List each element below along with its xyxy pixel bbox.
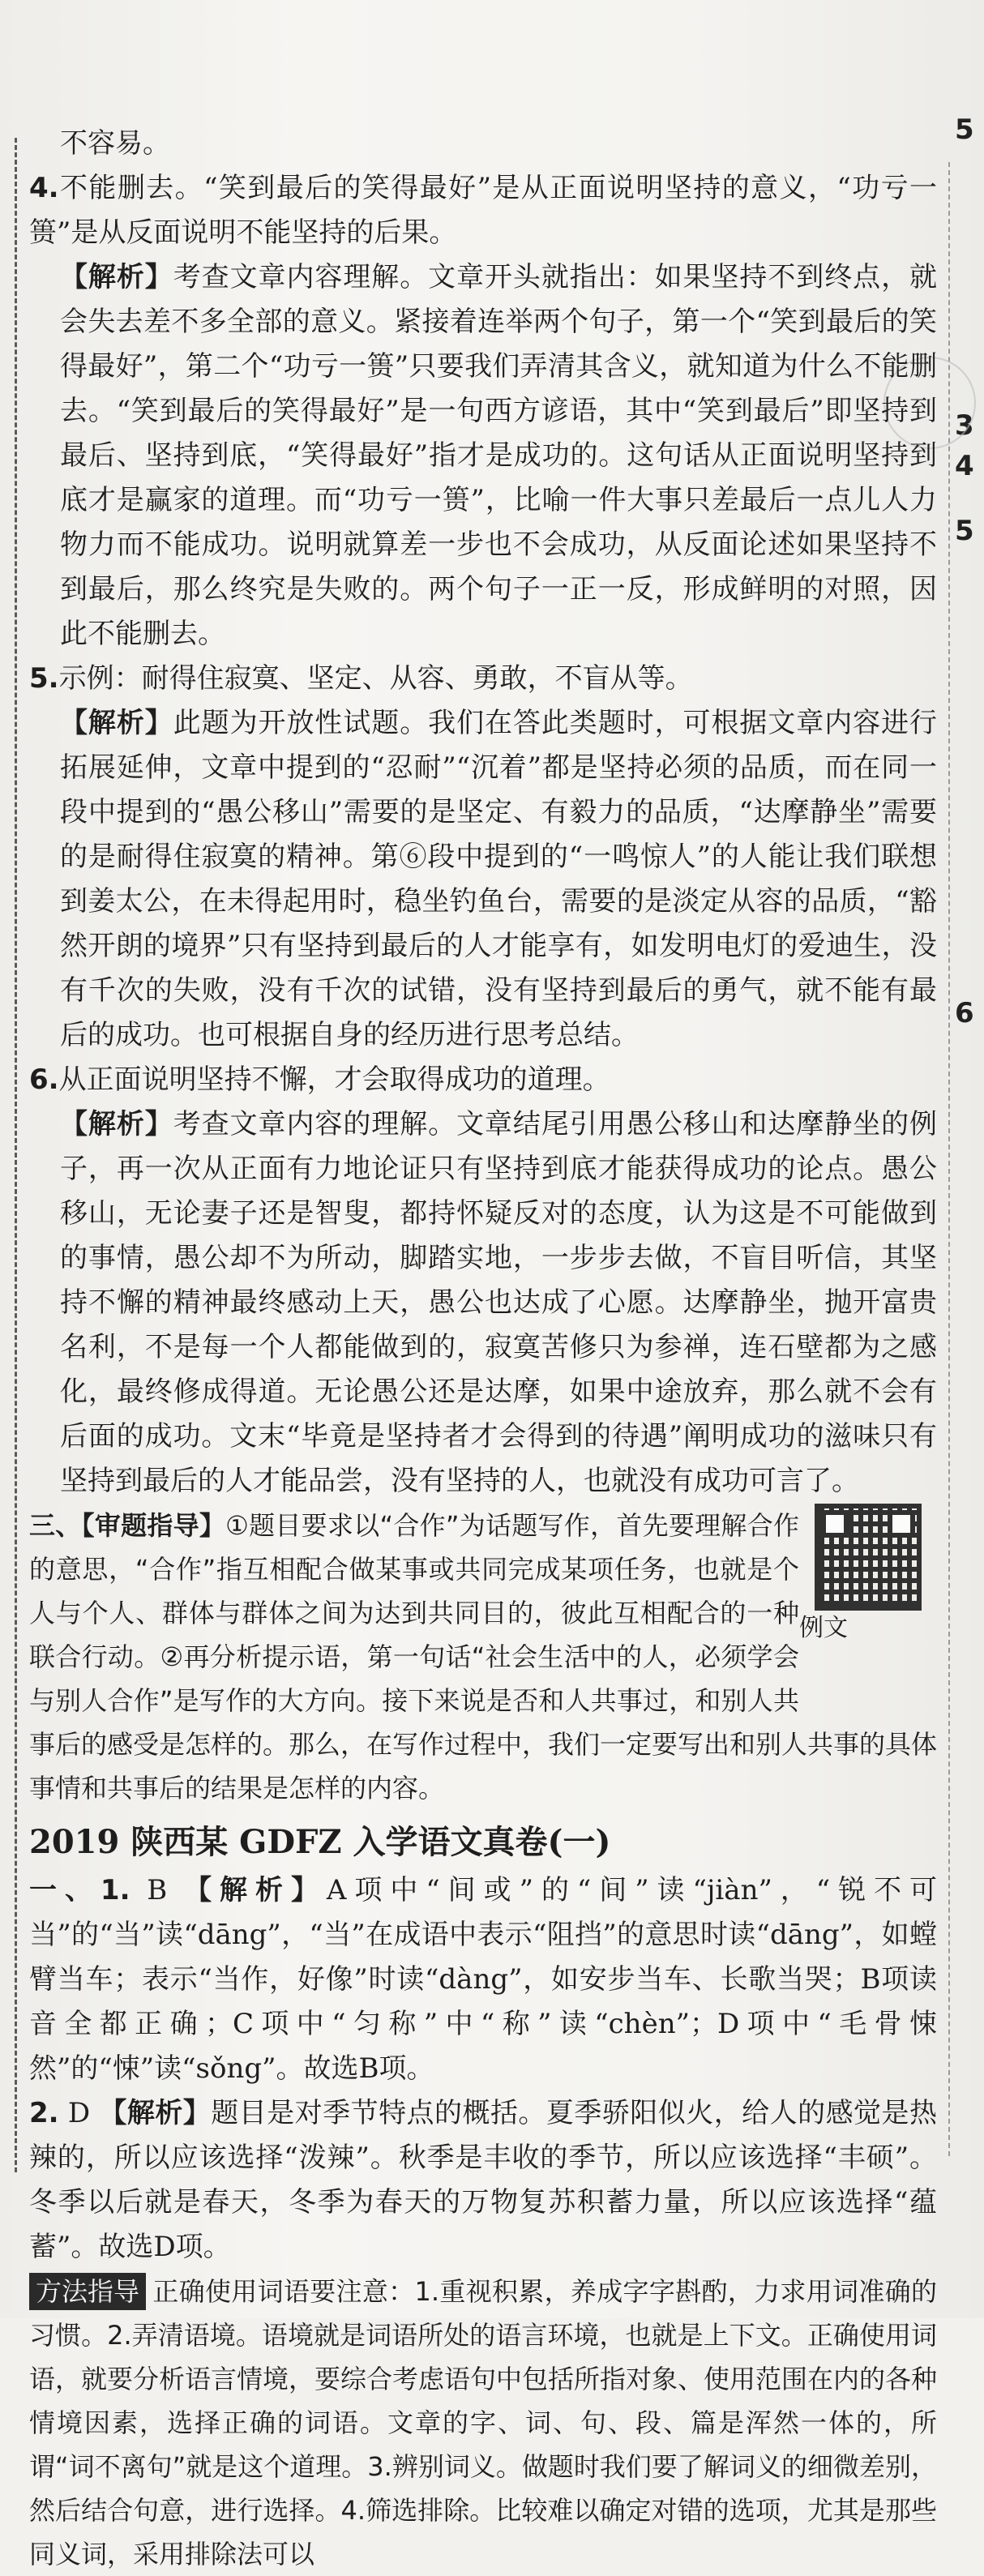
question-number: 6.: [29, 1063, 59, 1096]
analysis-tag: 【解析】: [60, 707, 173, 739]
answer-text: 不能删去。“笑到最后的笑得最好”是从正面说明坚持的意义，“功亏一篑”是从反面说明不能坚持的后果。: [29, 172, 937, 249]
answer-text: 示例：耐得住寂寞、坚定、从容、勇敢，不盲从等。: [58, 662, 693, 695]
section-3-writing-guide: [29, 1504, 937, 1810]
exam-question-2: [29, 2091, 937, 2270]
analysis-tag: 【解析】: [60, 1108, 173, 1140]
question-5-answer: [29, 657, 937, 701]
question-4-answer: [29, 166, 937, 255]
edge-mark: 5: [955, 515, 974, 547]
exam-title: 2019 陕西某 GDFZ 入学语文真卷(一): [29, 1823, 611, 1861]
section-number: 三、: [29, 1510, 82, 1541]
analysis-text: 题目是对季节特点的概括。夏季骄阳似火，给人的感觉是热辣的，所以应该选择“泼辣”。秋季是丰收的季节，所以应该选择“丰硕”。冬季以后就是春天，冬季为春天的万物复苏积蓄力量，所以应该选择“蕴蓄”。故选D项。: [29, 2097, 937, 2263]
guide-tag: 【审题指导】: [81, 1510, 226, 1541]
edge-mark: 3: [955, 409, 974, 442]
qr-label: 例文: [799, 1614, 848, 1642]
right-dashed-margin-line: [948, 162, 950, 2156]
question-number: 5.: [29, 662, 59, 695]
question-6-answer: [29, 1058, 937, 1102]
answer-content: [29, 122, 937, 2576]
answer-choice: D: [67, 2097, 91, 2129]
exam-question-1: [29, 1868, 937, 2091]
answer-choice: B: [147, 1874, 168, 1906]
question-number: 4.: [29, 172, 59, 204]
left-dashed-margin-line: [15, 138, 17, 2172]
question-number: 2.: [29, 2097, 59, 2129]
question-4-analysis: [29, 255, 937, 657]
edge-mark: 4: [955, 450, 974, 482]
qr-code-icon[interactable]: [815, 1504, 922, 1611]
qr-block: [799, 1504, 937, 1682]
analysis-text: 此题为开放性试题。我们在答此类题时，可根据文章内容进行拓展延伸，文章中提到的“忍耐”“沉着”都是坚持必须的品质，而在同一段中提到的“愚公移山”需要的是坚定、有毅力的品质，“达摩静坐”需要的是耐得住寂寞的精神。第⑥段中提到的“一鸣惊人”的人能让我们联想到姜太公，在未得起用时，稳坐钓鱼台，需要的是淡定从容的品质，“豁然开朗的境界”只有坚持到最后的人才能享有，如发明电灯的爱迪生，没有千次的失败，没有千次的试错，没有坚持到最后的勇气，就不能有最后的成功。也可根据自身的经历进行思考总结。: [60, 707, 937, 1051]
method-guide: [29, 2270, 937, 2576]
question-5-analysis: [29, 701, 937, 1058]
analysis-text: 考查文章内容理解。文章开头就指出：如果坚持不到终点，就会失去差不多全部的意义。紧接着连举两个句子，第一个“笑到最后的笑得最好”，第二个“功亏一篑”只要我们弄清其含义，就知道为什么不能删去。“笑到最后的笑得最好”是一句西方谚语，其中“笑到最后”即坚持到最后、坚持到底，“笑得最好”指才是成功的。这句话从正面说明坚持到底才是赢家的道理。而“功亏一篑”，比喻一件大事只差最后一点儿人力物力而不能成功。说明就算差一步也不会成功，从反面论述如果坚持不到最后，那么终究是失败的。两个句子一正一反，形成鲜明的对照，因此不能删去。: [60, 261, 937, 650]
question-6-analysis: [29, 1102, 937, 1504]
analysis-text: 考查文章内容的理解。文章结尾引用愚公移山和达摩静坐的例子，再一次从正面有力地论证只有坚持到底才能获得成功的论点。愚公移山，无论妻子还是智叟，都持怀疑反对的态度，认为这是不可能做到的事情，愚公却不为所动，脚踏实地，一步步去做，不盲目听信，其坚持不懈的精神最终感动上天，愚公也达成了心愿。达摩静坐，抛开富贵名利，不是每一个人都能做到的，寂寞苦修只为参禅，连石壁都为之感化，最终修成得道。无论愚公还是达摩，如果中途放弃，那么就不会有后面的成功。文末“毕竟是坚持者才会得到的待遇”阐明成功的滋味只有坚持到最后的人才能品尝，没有坚持的人，也就没有成功可言了。: [60, 1108, 937, 1497]
analysis-text: A项中“间或”的“间”读“jiàn”，“锐不可当”的“当”读“dāng”，“当”在成语中表示“阻挡”的意思时读“dāng”，如螳臂当车；表示“当作，好像”时读“dàng”，如安步当车、长歌当哭；B项读音全都正确；C项中“匀称”中“称”读“chèn”；D项中“毛骨悚然”的“悚”读“sǒng”。故选B项。: [29, 1874, 938, 2085]
method-text: 正确使用词语要注意：1.重视积累，养成字字斟酌，力求用词准确的习惯。2.弄清语境。语境就是词语所处的语言环境，也就是上下文。正确使用词语，就要分析语言情境，要综合考虑语句中包括所指对象、使用范围在内的各种情境因素，选择正确的词语。文章的字、词、句、段、篇是浑然一体的，所谓“词不离句”就是这个道理。3.辨别词义。做题时我们要了解词义的细微差别，然后结合句意，进行选择。4.筛选排除。比较难以确定对错的选项，尤其是那些同义词，采用排除法可以: [29, 2276, 938, 2570]
analysis-tag: 【解析】: [184, 1874, 327, 1906]
paragraph: 不容易。: [60, 127, 170, 160]
answer-text: 从正面说明坚持不懈，才会取得成功的道理。: [58, 1063, 610, 1096]
edge-mark: 5: [955, 113, 974, 146]
analysis-tag: 【解析】: [60, 261, 173, 293]
question-number: 一、1.: [29, 1874, 130, 1906]
method-badge: 方法指导: [29, 2273, 146, 2310]
guide-text: ①题目要求以“合作”为话题写作，首先要理解合作的意思，“合作”指互相配合做某事或共同完成某项任务，也就是个人与个人、群体与群体之间为达到共同目的，彼此互相配合的一种联合行动。②再分析提示语，第一句话“社会生活中的人，必须学会与别人合作”是写作的大方向。接下来说是否和人共事过，和别人共事后的感受是怎样的。那么，在写作过程中，我们一定要写出和别人共事的具体事情和共事后的结果是怎样的内容。: [29, 1510, 938, 1804]
analysis-tag: 【解析】: [99, 2097, 212, 2129]
edge-mark: 6: [955, 997, 974, 1029]
